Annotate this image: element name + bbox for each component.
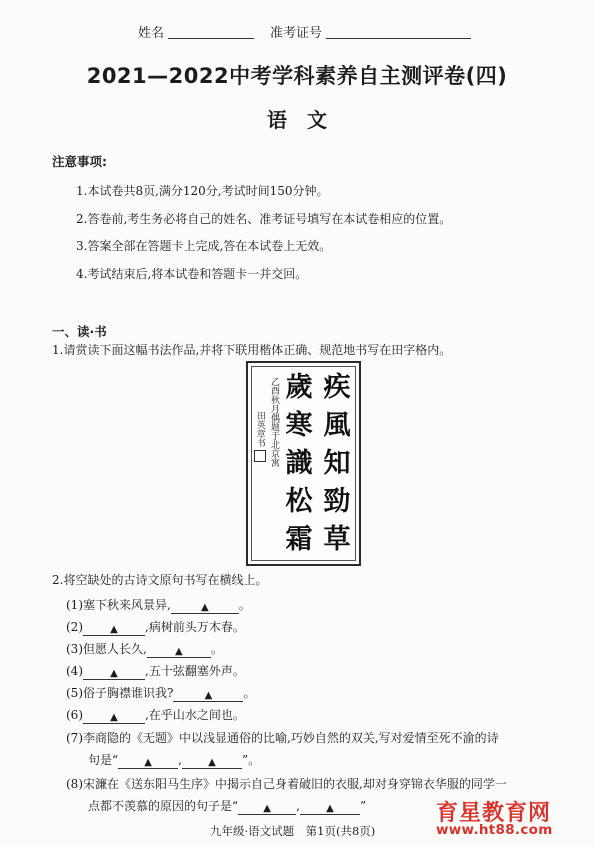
page-title: 2021—2022中考学科素养自主测评卷(四) xyxy=(86,64,508,88)
fill-item-text: 。 xyxy=(243,686,256,700)
notice-item-4: 4.考试结束后,将本试卷和答题卡一并交回。 xyxy=(76,267,308,281)
subject-title: 语文 xyxy=(267,108,347,132)
fill-item-text: ” xyxy=(359,799,367,813)
marker-icon: ▲ xyxy=(263,803,271,814)
marker-icon: ▲ xyxy=(110,712,118,723)
fill-item-8-line1: (8)宋濂在《送东阳马生序》中揭示自己身着破旧的衣服,却对身穿锦衣华服的同学一 xyxy=(66,777,507,791)
fill-item-text: (1)塞下秋来风景异, xyxy=(66,598,171,612)
marker-icon: ▲ xyxy=(200,602,209,613)
marker-icon: ▲ xyxy=(144,757,152,768)
answer-blank xyxy=(182,754,242,769)
fill-item-8-line2 xyxy=(88,797,366,815)
answer-blank xyxy=(83,665,145,680)
fill-item-6 xyxy=(66,706,245,724)
marker-icon: ▲ xyxy=(174,646,183,657)
calligraphy-left-column xyxy=(284,369,314,559)
exam-id-field xyxy=(270,22,471,41)
fill-item-3 xyxy=(66,640,223,658)
exam-id-underline xyxy=(326,25,471,39)
calligraphy-char: 識 xyxy=(285,448,313,479)
page-footer: 九年级·语文试题 第1页(共8页) xyxy=(210,824,376,838)
watermark-url: www.ht88.com xyxy=(436,822,553,838)
calligraphy-inscription-1: 乙酉秋月偶题于北京寓 xyxy=(269,377,279,467)
fill-item-text: (3)但愿人长久, xyxy=(66,642,147,656)
seal-stamp xyxy=(254,450,266,462)
answer-blank xyxy=(238,800,296,815)
answer-blank xyxy=(173,687,243,702)
notice-item-3: 3.答案全部在答题卡上完成,答在本试卷上无效。 xyxy=(76,239,332,253)
answer-blank xyxy=(83,621,145,636)
notice-item-1: 1.本试卷共8页,满分120分,考试时间150分钟。 xyxy=(76,184,329,198)
answer-blank xyxy=(147,643,211,658)
calligraphy-char: 草 xyxy=(323,524,351,555)
fill-item-text: (2) xyxy=(66,620,83,634)
fill-item-text: ,五十弦翻塞外声。 xyxy=(145,664,245,678)
calligraphy-char: 松 xyxy=(285,486,313,517)
fill-item-text: 。 xyxy=(210,642,223,656)
fill-item-1 xyxy=(66,596,251,614)
calligraphy-char: 勁 xyxy=(323,486,351,517)
fill-item-text: (5)俗子胸襟谁识我? xyxy=(66,686,174,700)
calligraphy-char: 霜 xyxy=(285,524,313,555)
calligraphy-char: 寒 xyxy=(285,410,313,441)
fill-item-text: , xyxy=(178,753,182,767)
watermark-logo: 育星教育网 xyxy=(436,801,552,826)
question-2: 2.将空缺处的古诗文原句书写在横线上。 xyxy=(52,573,268,587)
marker-icon: ▲ xyxy=(208,757,216,768)
section-heading: 一、读·书 xyxy=(52,324,107,339)
answer-blank xyxy=(300,800,360,815)
answer-blank xyxy=(118,754,178,769)
fill-item-4 xyxy=(66,662,245,680)
calligraphy-artwork xyxy=(246,361,361,566)
fill-item-text: ,在乎山水之间也。 xyxy=(145,708,245,722)
calligraphy-inscription-2: 田英章书 xyxy=(254,411,265,447)
fill-item-5 xyxy=(66,684,255,702)
fill-item-text: , xyxy=(296,799,300,813)
fill-item-text: ”。 xyxy=(241,753,261,767)
exam-id-label: 准考证号 xyxy=(270,26,323,41)
name-underline xyxy=(168,25,254,39)
calligraphy-signature xyxy=(254,411,265,462)
name-label: 姓名 xyxy=(138,26,165,41)
calligraphy-char: 疾 xyxy=(323,372,351,403)
notice-heading: 注意事项: xyxy=(52,154,107,169)
fill-item-text: 。 xyxy=(238,598,251,612)
marker-icon: ▲ xyxy=(326,803,334,814)
calligraphy-char: 歲 xyxy=(285,372,313,403)
marker-icon: ▲ xyxy=(204,690,213,701)
fill-item-text: (6) xyxy=(66,708,83,722)
calligraphy-char: 知 xyxy=(323,448,351,479)
fill-item-text: (4) xyxy=(66,664,83,678)
question-1: 1.请赏读下面这幅书法作品,并将下联用楷体正确、规范地书写在田字格内。 xyxy=(52,343,452,357)
fill-item-text: 点都不羡慕的原因的句子是“ xyxy=(88,799,239,813)
marker-icon: ▲ xyxy=(110,624,118,635)
fill-item-2 xyxy=(66,618,245,636)
fill-item-7-line1: (7)李商隐的《无题》中以浅显通俗的比喻,巧妙自然的双关,写对爱情至死不渝的诗 xyxy=(66,731,499,745)
answer-blank xyxy=(171,599,239,614)
name-field xyxy=(138,22,254,41)
calligraphy-right-column xyxy=(322,369,352,559)
marker-icon: ▲ xyxy=(110,668,118,679)
notice-item-2: 2.答卷前,考生务必将自己的姓名、准考证号填写在本试卷相应的位置。 xyxy=(76,212,452,226)
answer-blank xyxy=(83,709,145,724)
fill-item-text: 句是“ xyxy=(88,753,119,767)
fill-item-text: ,病树前头万木春。 xyxy=(145,620,245,634)
fill-item-7-line2 xyxy=(88,751,260,769)
calligraphy-char: 風 xyxy=(323,410,351,441)
